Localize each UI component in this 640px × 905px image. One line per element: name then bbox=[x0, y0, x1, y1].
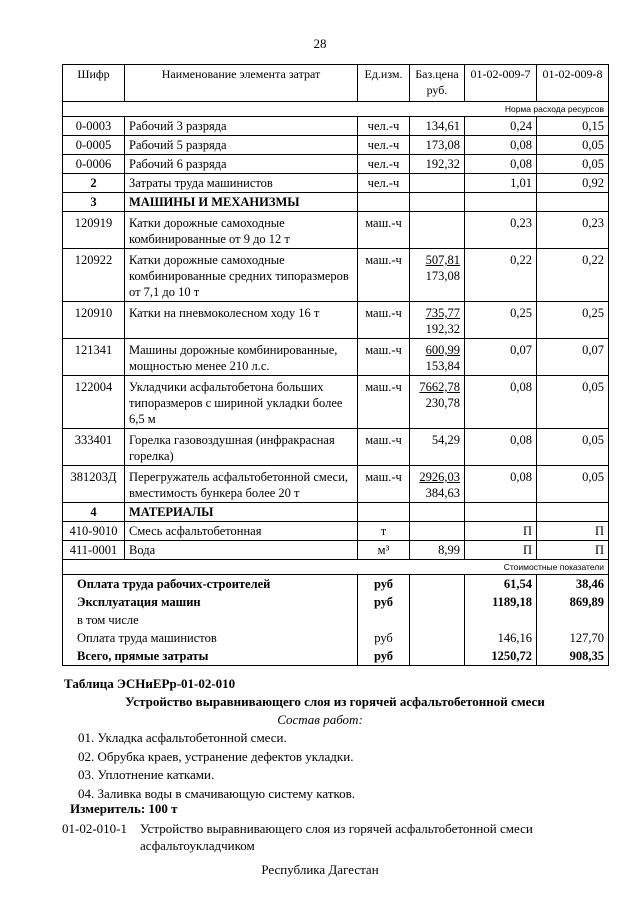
table-id: Таблица ЭСНиЕРр-01-02-010 bbox=[64, 676, 236, 691]
table-row bbox=[63, 339, 609, 376]
table-header-row bbox=[63, 65, 609, 102]
unit-cell: маш.-ч bbox=[358, 429, 410, 466]
value-cell: 38,46 bbox=[537, 575, 609, 594]
code-cell: 3 bbox=[63, 193, 125, 212]
empty-cell bbox=[358, 193, 410, 212]
code-cell: 381203Д bbox=[63, 466, 125, 503]
price-cell bbox=[410, 339, 465, 376]
value-cell: 127,70 bbox=[537, 629, 609, 647]
value-cell: 869,89 bbox=[537, 593, 609, 611]
section-row bbox=[63, 503, 609, 522]
works-title: Состав работ: bbox=[277, 712, 363, 727]
unit-cell: руб bbox=[358, 593, 410, 611]
name-cell: Перегружатель асфальтобетонной смеси, вместимость бункера более 20 т bbox=[125, 466, 358, 503]
value-cell: 0,08 bbox=[465, 429, 537, 466]
value-cell: П bbox=[537, 522, 609, 541]
page-number: 28 bbox=[313, 36, 327, 51]
empty-cell bbox=[410, 575, 465, 594]
header-code: Шифр bbox=[63, 65, 125, 102]
table-row bbox=[63, 376, 609, 429]
value-cell: 0,08 bbox=[465, 155, 537, 174]
list-item: 02. Обрубка краев, устранение дефектов укладки. bbox=[78, 748, 354, 764]
price-cell: 192,32 bbox=[410, 155, 465, 174]
footer: Республика Дагестан bbox=[261, 862, 379, 877]
code-cell: 333401 bbox=[63, 429, 125, 466]
price-value: 2926,03 bbox=[419, 470, 460, 484]
header-col-7: 01-02-009-7 bbox=[465, 65, 537, 102]
value-cell: 0,08 bbox=[465, 136, 537, 155]
cost-row bbox=[63, 593, 609, 611]
header-name: Наименование элемента затрат bbox=[125, 65, 358, 102]
unit-cell: руб bbox=[358, 575, 410, 594]
value-cell: П bbox=[537, 541, 609, 560]
name-cell: Укладчики асфальтобетона больших типоразмеров с шириной укладки более 6,5 м bbox=[125, 376, 358, 429]
empty-cell bbox=[410, 611, 465, 629]
empty-cell bbox=[465, 193, 537, 212]
table-row bbox=[63, 302, 609, 339]
table-row bbox=[63, 155, 609, 174]
cost-name: в том числе bbox=[63, 611, 358, 629]
table-row bbox=[63, 212, 609, 249]
table-row bbox=[63, 117, 609, 136]
table-row bbox=[63, 429, 609, 466]
price-cell bbox=[410, 249, 465, 302]
price-cell bbox=[410, 466, 465, 503]
code-cell: 2 bbox=[63, 174, 125, 193]
unit-cell: маш.-ч bbox=[358, 302, 410, 339]
value-cell: 0,07 bbox=[465, 339, 537, 376]
code-cell: 120922 bbox=[63, 249, 125, 302]
price-cell bbox=[410, 376, 465, 429]
value-cell: 0,25 bbox=[537, 302, 609, 339]
price-cell: 173,08 bbox=[410, 136, 465, 155]
section-title: Устройство выравнивающего слоя из горячей асфальтобетонной смеси bbox=[125, 694, 545, 709]
code-cell: 0-0005 bbox=[63, 136, 125, 155]
unit-cell: маш.-ч bbox=[358, 466, 410, 503]
value-cell: 1,01 bbox=[465, 174, 537, 193]
value-cell: 0,25 bbox=[465, 302, 537, 339]
header-price: Баз.цена руб. bbox=[410, 65, 465, 102]
value-cell: 1250,72 bbox=[465, 647, 537, 666]
code-cell: 0-0006 bbox=[63, 155, 125, 174]
list-item: 04. Заливка воды в смачивающую систему катков. bbox=[78, 785, 356, 801]
value-cell: 908,35 bbox=[537, 647, 609, 666]
value-cell: 0,15 bbox=[537, 117, 609, 136]
value-cell: 0,05 bbox=[537, 429, 609, 466]
name-cell: Катки дорожные самоходные комбинированные средних типоразмеров от 7,1 до 10 т bbox=[125, 249, 358, 302]
name-cell: Затраты труда машинистов bbox=[125, 174, 358, 193]
cost-row bbox=[63, 629, 609, 647]
value-cell: 0,23 bbox=[465, 212, 537, 249]
unit-cell: чел.-ч bbox=[358, 117, 410, 136]
value-cell: П bbox=[465, 541, 537, 560]
empty-cell bbox=[410, 593, 465, 611]
name-cell: Рабочий 3 разряда bbox=[125, 117, 358, 136]
unit-cell bbox=[358, 611, 410, 629]
cost-name: Всего, прямые затраты bbox=[63, 647, 358, 666]
value-cell: 0,05 bbox=[537, 136, 609, 155]
value-cell: 0,08 bbox=[465, 376, 537, 429]
cost-name: Эксплуатация машин bbox=[63, 593, 358, 611]
value-cell: 1189,18 bbox=[465, 593, 537, 611]
header-unit: Ед.изм. bbox=[358, 65, 410, 102]
name-cell: Рабочий 6 разряда bbox=[125, 155, 358, 174]
section-name: МАТЕРИАЛЫ bbox=[125, 503, 358, 522]
value-cell: 0,23 bbox=[537, 212, 609, 249]
code-cell: 411-0001 bbox=[63, 541, 125, 560]
price-sub-value: 192,32 bbox=[425, 322, 460, 336]
code-cell: 122004 bbox=[63, 376, 125, 429]
empty-cell bbox=[537, 503, 609, 522]
price-cell bbox=[410, 174, 465, 193]
unit-cell: маш.-ч bbox=[358, 376, 410, 429]
section-row bbox=[63, 193, 609, 212]
table-row bbox=[63, 466, 609, 503]
price-sub-value: 153,84 bbox=[425, 359, 460, 373]
cost-name: Оплата труда машинистов bbox=[63, 629, 358, 647]
unit-cell: маш.-ч bbox=[358, 339, 410, 376]
empty-cell bbox=[410, 503, 465, 522]
code-cell: 121341 bbox=[63, 339, 125, 376]
cost-row bbox=[63, 611, 609, 629]
resource-table bbox=[62, 64, 609, 666]
cost-label-row bbox=[63, 560, 609, 575]
value-cell: П bbox=[465, 522, 537, 541]
unit-cell: чел.-ч bbox=[358, 136, 410, 155]
table-row bbox=[63, 249, 609, 302]
value-cell: 0,07 bbox=[537, 339, 609, 376]
unit-cell: руб bbox=[358, 629, 410, 647]
works-list bbox=[78, 729, 355, 803]
table-row bbox=[63, 136, 609, 155]
value-cell: 0,92 bbox=[537, 174, 609, 193]
value-cell: 146,16 bbox=[465, 629, 537, 647]
unit-cell: м³ bbox=[358, 541, 410, 560]
price-sub-value: 173,08 bbox=[425, 269, 460, 283]
empty-cell bbox=[537, 193, 609, 212]
item-text: Устройство выравнивающего слоя из горячей асфальтобетонной смеси асфальтоукладчиком bbox=[140, 821, 533, 853]
name-cell: Рабочий 5 разряда bbox=[125, 136, 358, 155]
list-item: 01. Укладка асфальтобетонной смеси. bbox=[78, 730, 287, 745]
price-cell: 8,99 bbox=[410, 541, 465, 560]
name-cell: Машины дорожные комбинированные, мощностью менее 210 л.с. bbox=[125, 339, 358, 376]
price-cell bbox=[410, 429, 465, 466]
header-col-8: 01-02-009-8 bbox=[537, 65, 609, 102]
name-cell: Горелка газовоздушная (инфракрасная горелка) bbox=[125, 429, 358, 466]
price-value: 7662,78 bbox=[419, 380, 460, 394]
price-sub-value: 230,78 bbox=[425, 396, 460, 410]
value-cell: 0,22 bbox=[465, 249, 537, 302]
list-item: 03. Уплотнение катками. bbox=[78, 767, 215, 782]
unit-cell: чел.-ч bbox=[358, 174, 410, 193]
price-value: 600,99 bbox=[425, 343, 460, 357]
item-line bbox=[62, 820, 602, 854]
cost-row bbox=[63, 575, 609, 594]
empty-cell bbox=[358, 503, 410, 522]
value-cell: 0,08 bbox=[465, 466, 537, 503]
price-cell bbox=[410, 302, 465, 339]
name-cell: Катки дорожные самоходные комбинированные от 9 до 12 т bbox=[125, 212, 358, 249]
empty-cell bbox=[410, 193, 465, 212]
cost-label: Стоимостные показатели bbox=[63, 560, 609, 575]
value-cell bbox=[537, 611, 609, 629]
price-value: 735,77 bbox=[425, 306, 460, 320]
price-value: 507,81 bbox=[425, 253, 460, 267]
table-row bbox=[63, 522, 609, 541]
norm-label: Норма расхода ресурсов bbox=[63, 102, 609, 117]
value-cell: 0,22 bbox=[537, 249, 609, 302]
name-cell: Смесь асфальтобетонная bbox=[125, 522, 358, 541]
code-cell: 4 bbox=[63, 503, 125, 522]
value-cell: 0,05 bbox=[537, 376, 609, 429]
table-row bbox=[63, 541, 609, 560]
value-cell: 0,24 bbox=[465, 117, 537, 136]
code-cell: 120919 bbox=[63, 212, 125, 249]
unit-cell: т bbox=[358, 522, 410, 541]
item-code: 01-02-010-1 bbox=[62, 821, 127, 836]
code-cell: 410-9010 bbox=[63, 522, 125, 541]
cost-name: Оплата труда рабочих-строителей bbox=[63, 575, 358, 594]
price-cell bbox=[410, 522, 465, 541]
cost-row bbox=[63, 647, 609, 666]
empty-cell bbox=[410, 629, 465, 647]
unit-cell: маш.-ч bbox=[358, 212, 410, 249]
price-sub-value: 384,63 bbox=[425, 486, 460, 500]
code-cell: 0-0003 bbox=[63, 117, 125, 136]
empty-cell bbox=[465, 503, 537, 522]
norm-label-row bbox=[63, 102, 609, 117]
unit-cell: руб bbox=[358, 647, 410, 666]
value-cell: 0,05 bbox=[537, 466, 609, 503]
value-cell: 0,05 bbox=[537, 155, 609, 174]
name-cell: Катки на пневмоколесном ходу 16 т bbox=[125, 302, 358, 339]
name-cell: Вода bbox=[125, 541, 358, 560]
value-cell: 61,54 bbox=[465, 575, 537, 594]
value-cell bbox=[465, 611, 537, 629]
measure-unit: Измеритель: 100 т bbox=[70, 801, 178, 816]
price-cell bbox=[410, 212, 465, 249]
unit-cell: чел.-ч bbox=[358, 155, 410, 174]
code-cell: 120910 bbox=[63, 302, 125, 339]
price-cell: 134,61 bbox=[410, 117, 465, 136]
price-value: 54,29 bbox=[431, 433, 460, 447]
empty-cell bbox=[410, 647, 465, 666]
unit-cell: маш.-ч bbox=[358, 249, 410, 302]
table-row bbox=[63, 174, 609, 193]
section-name: МАШИНЫ И МЕХАНИЗМЫ bbox=[125, 193, 358, 212]
